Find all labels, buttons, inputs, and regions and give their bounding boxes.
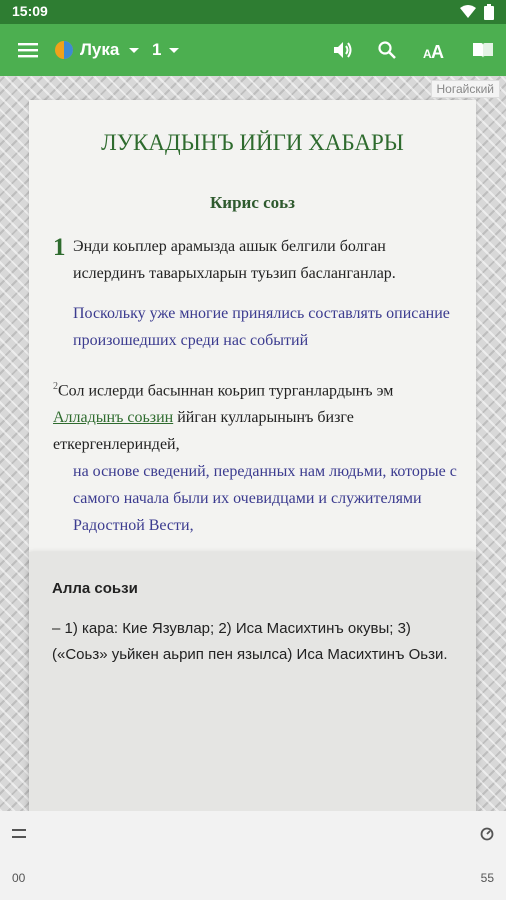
menu-button[interactable]: [8, 24, 48, 76]
speaker-icon: [333, 41, 353, 59]
status-bar: [0, 0, 506, 24]
status-time: 15:09: [12, 3, 48, 19]
app-bar: [0, 24, 506, 76]
text-page: [29, 100, 476, 552]
audio-button[interactable]: [326, 24, 360, 76]
menu-icon: [18, 42, 38, 58]
verse-2-part2: ййган кулларынынъ бизге еткергенлериндей,: [53, 409, 354, 454]
chapter-number: 1: [53, 234, 66, 261]
book-view-button[interactable]: [466, 24, 500, 76]
search-button[interactable]: [370, 24, 404, 76]
wifi-icon: [460, 5, 476, 19]
timer-icon[interactable]: [480, 827, 494, 841]
book-label: Лука: [80, 40, 120, 59]
chapter-label: 1: [152, 40, 162, 59]
svg-text:A: A: [431, 42, 444, 59]
verse-2-translation: на основе сведений, переданных нам людьми, которые с самого начала были их очевидцами и служителями Радостной Вести,: [73, 463, 457, 534]
battery-icon: [484, 4, 494, 20]
footnote-title: Алла соьзи: [52, 580, 138, 597]
footnote-link[interactable]: Алладынъ соьзин: [53, 409, 174, 427]
book-icon: [472, 41, 494, 59]
chevron-down-icon: [169, 48, 179, 53]
list-icon[interactable]: [12, 827, 26, 841]
book-selector[interactable]: [54, 24, 139, 76]
section-title: Кирис соьз: [209, 193, 296, 212]
svg-text:A: A: [423, 47, 432, 59]
language-tag: Ногайский: [431, 80, 501, 98]
verse-1-text[interactable]: Энди коьплер арамызда ашык белгили болган ислердинъ таварыхларын туьзип басланганлар.: [73, 238, 396, 282]
text-size-icon: [423, 41, 447, 59]
footnote-text: – 1) кара: Кие Язувлар; 2) Иса Масихтинъ окувы; 3) («Соьз» уьйкен аьрип пен язылса) Иса Масихтинъ Оьзи.: [52, 620, 448, 663]
verse-2-text[interactable]: [53, 373, 458, 458]
globe-icon: [54, 40, 74, 60]
total-time: 55: [480, 871, 494, 885]
audio-controls: [0, 811, 506, 900]
verse-2-part1: Сол ислерди басыннан коьрип турганлардынъ эм: [58, 382, 394, 400]
text-size-button[interactable]: [418, 24, 452, 76]
elapsed-time: 00: [12, 871, 26, 885]
status-icons: [460, 4, 494, 20]
search-icon: [378, 41, 396, 59]
verse-1-translation: Поскольку уже многие принялись составлять описание произошедших среди нас событий: [73, 305, 450, 349]
book-title: ЛУКАДЫНЪ ИЙГИ ХАБАРЫ: [101, 130, 404, 155]
chapter-selector[interactable]: [152, 24, 179, 76]
chevron-down-icon: [129, 48, 139, 53]
verse-number: 2: [53, 381, 58, 392]
